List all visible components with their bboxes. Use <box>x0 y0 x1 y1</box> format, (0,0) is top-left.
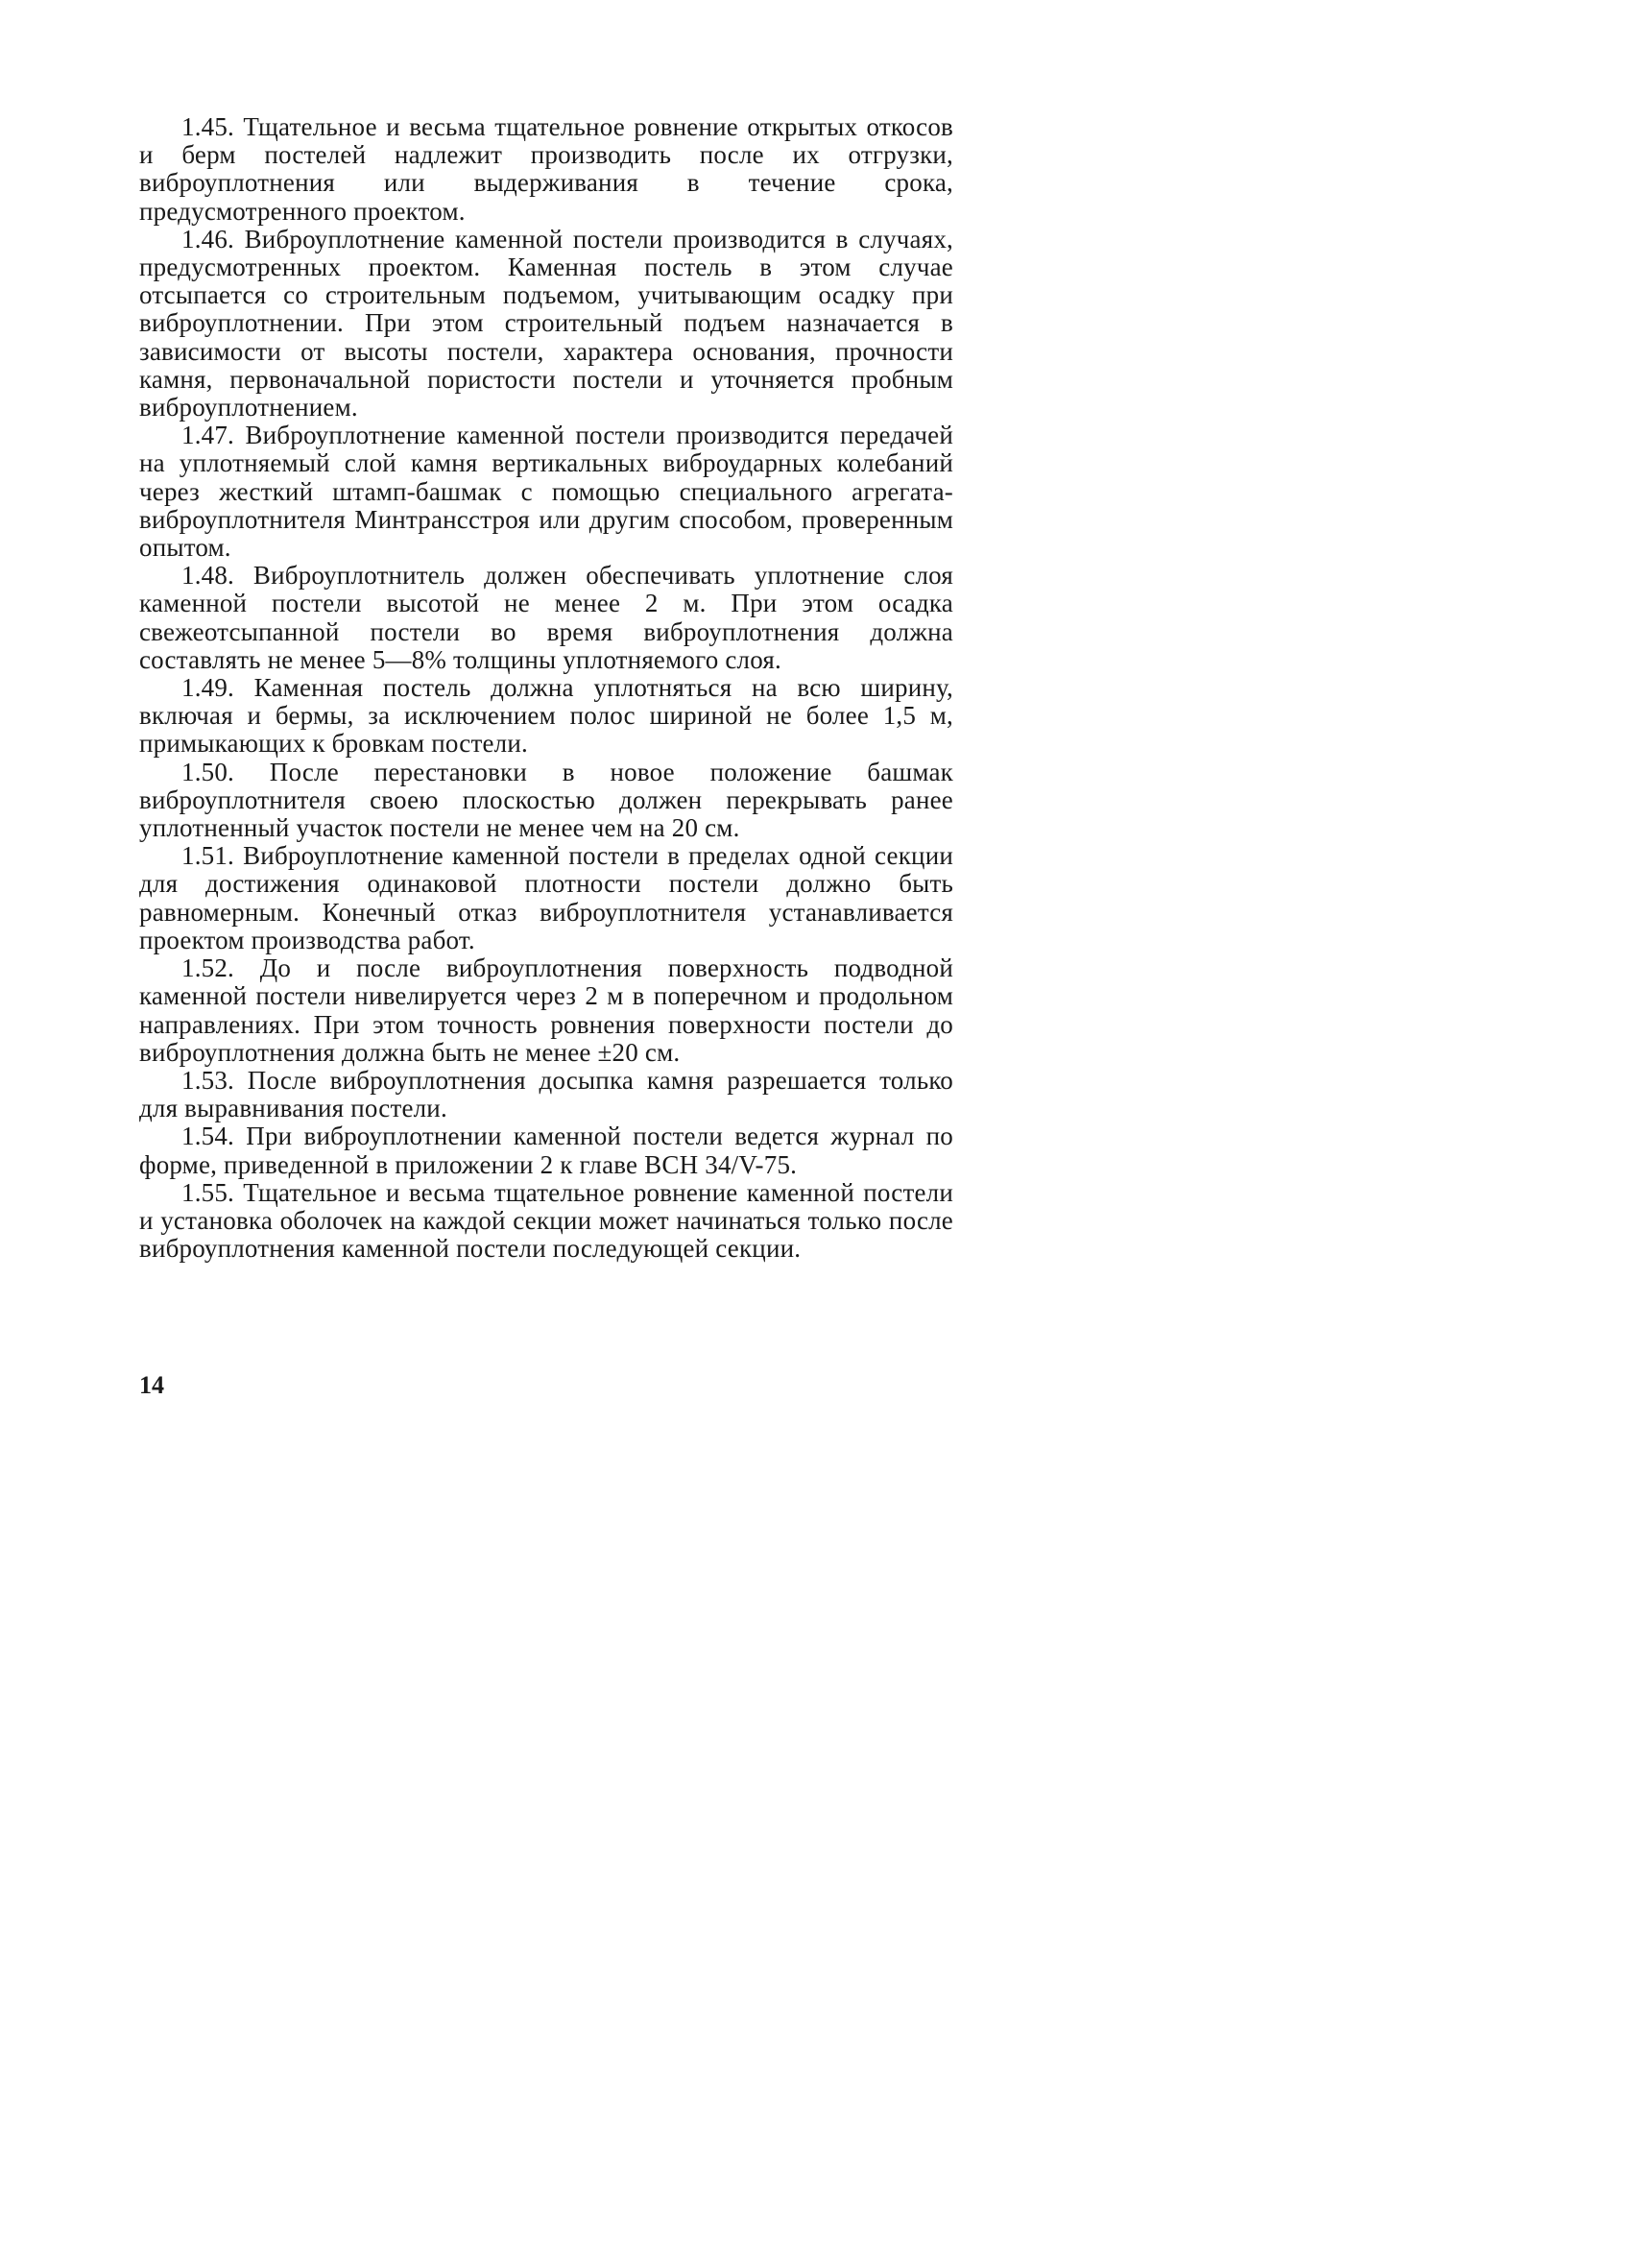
document-page <box>0 0 1086 1536</box>
paragraph-1-46: 1.46. Виброуплотнение каменной постели производится в случаях, предусмотренных проектом. Каменная постель в этом случае отсыпается со строительным подъемом, учитывающим осадку при виброуплотнении. При этом строительный подъем назначается в зависимости от высоты постели, характера основания, прочности камня, первоначальной пористости постели и уточняется пробным виброуплотнением. <box>139 224 953 422</box>
paragraph-1-54: 1.54. При виброуплотнении каменной постели ведется журнал по форме, приведенной в приложении 2 к главе ВСН 34/V-75. <box>139 1122 953 1179</box>
paragraph-1-50: 1.50. После перестановки в новое положение башмак виброуплотнителя своею плоскостью должен перекрывать ранее уплотненный участок постели не менее чем на 20 см. <box>139 757 953 843</box>
body-text <box>139 113 953 1263</box>
paragraph-1-45: 1.45. Тщательное и весьма тщательное ровнение открытых откосов и берм постелей надлежит производить после их отгрузки, виброуплотнения или выдерживания в течение срока, предусмотренного проектом. <box>139 112 953 226</box>
paragraph-1-47: 1.47. Виброуплотнение каменной постели производится передачей на уплотняемый слой камня вертикальных виброударных колебаний через жесткий штамп-башмак с помощью специального агрегата-виброуплотнителя Минтрансстроя или другим способом, проверенным опытом. <box>139 421 953 563</box>
paragraph-1-49: 1.49. Каменная постель должна уплотняться на всю ширину, включая и бермы, за исключением полос шириной не более 1,5 м, примыкающих к бровкам постели. <box>139 673 953 759</box>
paragraph-1-53: 1.53. После виброуплотнения досыпка камня разрешается только для выравнивания постели. <box>139 1065 953 1123</box>
paragraph-1-48: 1.48. Виброуплотнитель должен обеспечивать уплотнение слоя каменной постели высотой не менее 2 м. При этом осадка свежеотсыпанной постели во время виброуплотнения должна составлять не менее 5—8% толщины уплотняемого слоя. <box>139 561 953 674</box>
page-number: 14 <box>139 1371 164 1399</box>
paragraph-1-51: 1.51. Виброуплотнение каменной постели в пределах одной секции для достижения одинаковой плотности постели должно быть равномерным. Конечный отказ виброуплотнителя устанавливается проектом производства работ. <box>139 841 953 954</box>
paragraph-1-55: 1.55. Тщательное и весьма тщательное ровнение каменной постели и установка оболочек на каждой секции может начинаться только после виброуплотнения каменной постели последующей секции. <box>139 1177 953 1264</box>
paragraph-1-52: 1.52. До и после виброуплотнения поверхность подводной каменной постели нивелируется через 2 м в поперечном и продольном направлениях. При этом точность ровнения поверхности постели до виброуплотнения должна быть не менее ±20 см. <box>139 953 953 1067</box>
